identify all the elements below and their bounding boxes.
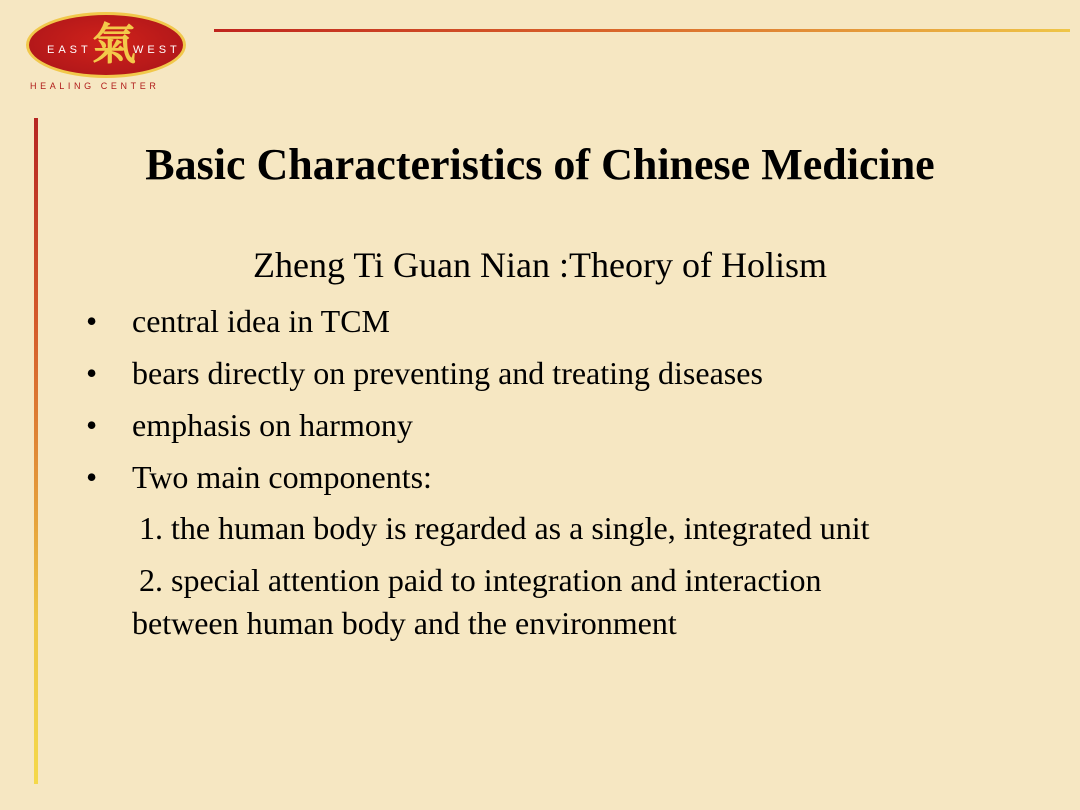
bullet-item [86,352,1046,404]
component-item-1: 1. the human body is regarded as a single, integrated unit [139,510,870,546]
logo-subtitle: HEALING CENTER [30,81,160,91]
bullet-item [86,300,1046,352]
logo-east-text: EAST [47,44,92,56]
bullet-item [86,404,1046,456]
bullet-item [86,456,1046,508]
bullet-icon: • [86,459,98,495]
component-item-2: 2. special attention paid to integration and interaction [139,562,822,598]
left-divider [34,118,38,784]
slide-subtitle: Zheng Ti Guan Nian :Theory of Holism [253,245,827,285]
bullet-text: central idea in TCM [132,303,390,339]
slide-title: Basic Characteristics of Chinese Medicine [145,140,935,189]
east-west-healing-center-logo [22,12,194,96]
logo-oval [26,12,186,78]
top-divider [214,29,1070,32]
bullet-icon: • [86,407,98,443]
component-item-2-continued: between human body and the environment [132,605,677,641]
logo-west-text: WEST [133,44,181,56]
bullet-icon: • [86,303,98,339]
bullet-icon: • [86,355,98,391]
bullet-text: Two main components: [132,459,432,495]
bullet-text: bears directly on preventing and treating diseases [132,355,763,391]
bullet-list [86,300,1046,508]
qi-glyph-icon: 氣 [92,19,136,70]
bullet-text: emphasis on harmony [132,407,413,443]
